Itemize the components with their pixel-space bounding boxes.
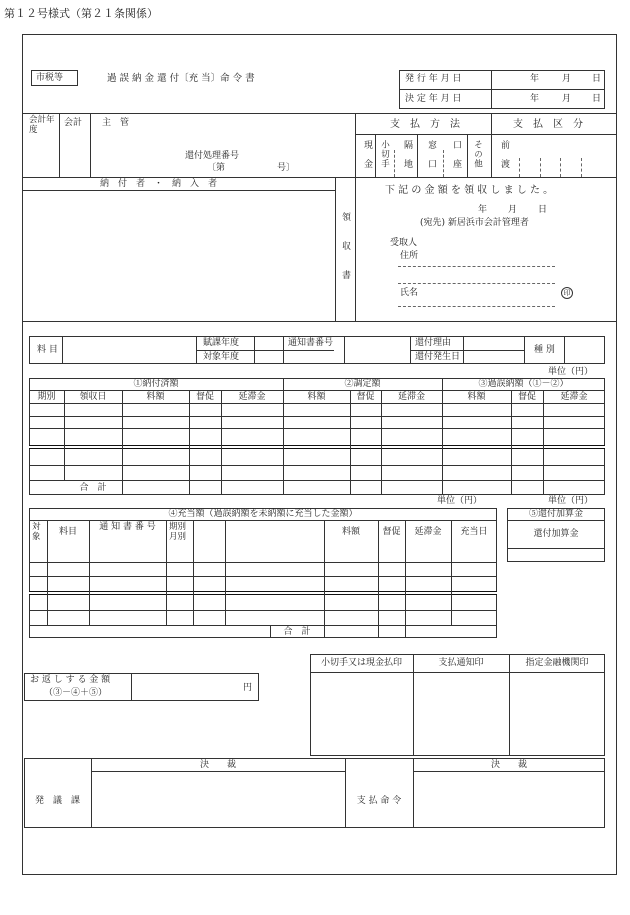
- method-check: 小切手: [379, 140, 390, 169]
- receipt-addressee: (宛先) 新居浜市会計管理者: [420, 218, 529, 228]
- table1-total-label: 合 計: [79, 483, 107, 493]
- category-advance: 前渡: [499, 140, 509, 178]
- group-paid: ①納付済額: [133, 379, 179, 389]
- method-window: 窓口: [426, 140, 436, 178]
- return-amount-unit: 円: [243, 683, 253, 693]
- return-amount-formula: （③－④＋⑤）: [44, 688, 108, 698]
- recipient-label: 受取人: [390, 238, 418, 248]
- method-account: 口座: [451, 140, 461, 178]
- decision-date-label: 決 定 年 月 日: [405, 94, 462, 104]
- refund-reason-label: 還付理由: [415, 338, 452, 348]
- notice-stamp-label: 支払通知印: [438, 658, 484, 668]
- refund-addition-label: 還付加算金: [533, 529, 579, 539]
- supervisor-label: 主 管: [102, 118, 130, 128]
- address-label: 住所: [400, 251, 419, 261]
- group-assessed: ②調定額: [344, 379, 381, 389]
- receipt-side-label: 領収書: [340, 212, 350, 299]
- issue-date-label: 発 行 年 月 日: [405, 74, 462, 84]
- receipt-statement: 下 記 の 金 額 を 領 収 し ま し た 。: [385, 185, 554, 196]
- method-other: その他: [472, 140, 483, 169]
- decision-label-2: 決 裁: [490, 760, 527, 770]
- payer-label: 納 付 者 ・ 納 入 者: [100, 179, 218, 189]
- stamps-box: [310, 654, 605, 756]
- name-label: 氏名: [400, 288, 419, 298]
- payment-method-label: 支 払 方 法: [390, 119, 460, 130]
- seal-icon: 印: [561, 287, 573, 299]
- refund-addition-title: ⑤還付加算金: [528, 509, 583, 519]
- payment-order-label: 支 払 命 令: [356, 796, 402, 806]
- form-number: 第１２号様式（第２１条関係）: [4, 7, 158, 20]
- account-label: 会計: [64, 118, 83, 128]
- payment-category-label: 支 払 区 分: [513, 119, 583, 130]
- notice-no-label: 通知書番号: [288, 338, 334, 348]
- cash-stamp-label: 小切手又は現金払印: [320, 658, 402, 668]
- originating-dept-label: 発 議 課: [34, 796, 80, 806]
- decision-label: 決 裁: [199, 760, 236, 770]
- payer-input[interactable]: [25, 193, 332, 318]
- return-amount-input[interactable]: [134, 675, 239, 699]
- table2-total-label: 合 計: [283, 627, 311, 637]
- form-title: 過 誤 納 金 還 付〔充 当〕命 令 書: [107, 73, 255, 84]
- target-year-label: 対象年度: [203, 352, 240, 362]
- method-cash: 現金: [362, 140, 372, 178]
- refund-date-label: 還付発生日: [415, 352, 461, 362]
- type-label: 種 別: [534, 345, 555, 355]
- fiscal-year-label: 会計年度: [29, 115, 55, 136]
- unit-label-2: 単位（円）: [437, 496, 483, 506]
- tax-year-label: 賦課年度: [203, 338, 240, 348]
- bank-stamp-label: 指定金融機関印: [525, 658, 589, 668]
- item-label: 料 目: [37, 345, 58, 355]
- group-overpaid: ③過誤納額（①－②）: [478, 379, 569, 389]
- unit-label-1: 単位（円）: [548, 367, 594, 377]
- city-label: 市税等: [36, 73, 64, 83]
- method-remote: 隔地: [402, 140, 412, 178]
- refund-no-label: 還付処理番号: [185, 151, 240, 161]
- return-amount-label: お 返 し す る 金 額: [30, 675, 111, 685]
- unit-label-3: 単位（円）: [548, 496, 594, 506]
- allocation-title: ④充当額（過誤納額を未納額に充当した金額）: [168, 509, 358, 519]
